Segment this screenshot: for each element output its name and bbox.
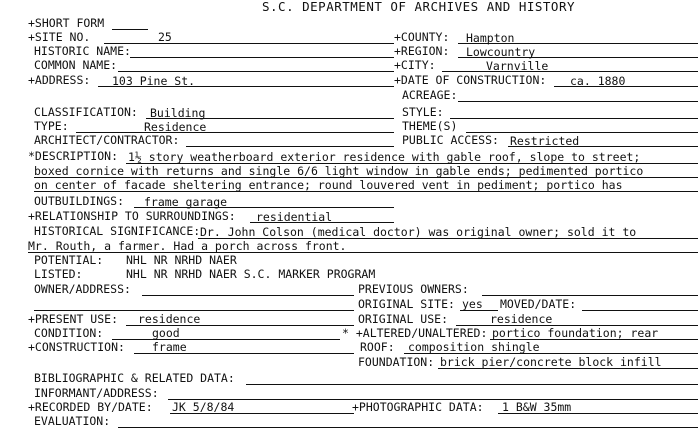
potential-label: POTENTIAL: [34,253,104,267]
classification-value: Building [150,106,206,120]
original-site-label: ORIGINAL SITE: [358,297,455,311]
significance-label: HISTORICAL SIGNIFICANCE: [34,224,201,238]
condition-value: good [152,326,180,340]
relationship-value: residential [256,210,333,224]
theme-line [466,132,698,133]
short-form-label: +SHORT FORM [28,16,105,30]
roof-label: ROOF: [360,340,395,354]
short-form-line [112,29,148,30]
outbuildings-value: frame garage [144,195,228,209]
acreage-label: ACREAGE: [402,88,458,102]
style-label: STYLE: [402,105,444,119]
construction-value: frame [152,340,187,354]
site-no-label: +SITE NO. [28,30,91,44]
original-use-value: residence [490,312,553,326]
architect-line [186,146,394,147]
public-access-label: PUBLIC ACCESS: [402,133,499,147]
type-value: Residence [144,120,207,134]
address-label: +ADDRESS: [28,73,91,87]
city-value: Varnville [486,59,549,73]
listed-label: LISTED: [34,267,83,281]
original-use-label: ORIGINAL USE: [358,312,449,326]
potential-options: NHL NR NRHD NAER [126,253,237,267]
recorded-by-label: +RECORDED BY/DATE: [28,400,153,414]
historic-name-label: HISTORIC NAME: [34,44,131,58]
region-label: +REGION: [394,44,450,58]
outbuildings-label: OUTBUILDINGS: [34,194,125,208]
significance-line-1: Dr. John Colson (medical doctor) was original owner; sold it to [200,225,637,239]
significance-line-2: Mr. Routh, a farmer. Had a porch across front. [28,239,347,253]
common-name-label: COMMON NAME: [34,58,118,72]
type-label: TYPE: [34,119,69,133]
original-site-value: yes [462,297,483,311]
foundation-value: brick pier/concrete block infill [440,355,662,369]
construction-label: +CONSTRUCTION: [28,340,125,354]
address-value: 103 Pine St. [112,74,196,88]
listed-options: NHL NR NRHD NAER S.C. MARKER PROGRAM [126,267,376,281]
city-line [442,71,698,72]
form-title: S.C. DEPARTMENT OF ARCHIVES AND HISTORY [262,0,575,14]
condition-label: CONDITION: [34,326,104,340]
historic-name-line [130,57,394,58]
photographic-value: 1 B&W 35mm [502,400,572,414]
present-use-label: +PRESENT USE: [28,312,119,326]
region-value: Lowcountry [466,45,536,59]
roof-value: composition shingle [408,340,540,354]
bibliographic-line [246,384,698,385]
city-label: +CITY: [394,58,436,72]
present-use-value: residence [138,312,201,326]
date-of-construction-value: ca. 1880 [570,74,626,88]
evaluation-label: EVALUATION: [34,414,111,428]
photographic-label: +PHOTOGRAPHIC DATA: [352,400,484,414]
altered-label: * +ALTERED/UNALTERED: [342,326,488,340]
evaluation-line [118,427,698,428]
description-line-2: boxed cornice with returns and single 6/6 light window in gable ends; pedimented portico [34,164,644,178]
description-underline-3 [34,191,698,192]
previous-owners-label: PREVIOUS OWNERS: [358,282,469,296]
date-of-construction-label: +DATE OF CONSTRUCTION: [394,73,547,87]
condition-line [112,339,340,340]
acreage-line [458,101,698,102]
bibliographic-label: BIBLIOGRAPHIC & RELATED DATA: [34,371,235,385]
owner-address-line [142,295,354,296]
moved-date-label: MOVED/DATE: [500,297,577,311]
description-line-1: 1½ story weatherboard exterior residence with gable roof, slope to street; [128,150,641,164]
classification-label: CLASSIFICATION: [34,105,138,119]
altered-value: portico foundation; rear [492,326,659,340]
theme-label: THEME(S) [402,119,458,133]
county-label: +COUNTY: [394,30,450,44]
moved-date-line [582,310,698,311]
owner-address-line-2 [34,310,354,311]
owner-address-label: OWNER/ADDRESS: [34,282,131,296]
county-value: Hampton [466,31,515,45]
style-line [450,118,698,119]
description-line-3: on center of facade sheltering entrance; round louvered vent in pediment; portico has [34,178,623,192]
recorded-by-value: JK 5/8/84 [172,400,235,414]
foundation-label: FOUNDATION: [358,355,435,369]
site-no-value: 25 [158,30,172,44]
informant-label: INFORMANT/ADDRESS: [34,386,159,400]
site-no-line [104,43,394,44]
relationship-label: +RELATIONSHIP TO SURROUNDINGS: [28,209,236,223]
previous-owners-line [482,295,698,296]
public-access-value: Restricted [510,134,580,148]
description-label: *DESCRIPTION: [28,149,119,163]
common-name-line [118,71,394,72]
architect-label: ARCHITECT/CONTRACTOR: [34,133,180,147]
